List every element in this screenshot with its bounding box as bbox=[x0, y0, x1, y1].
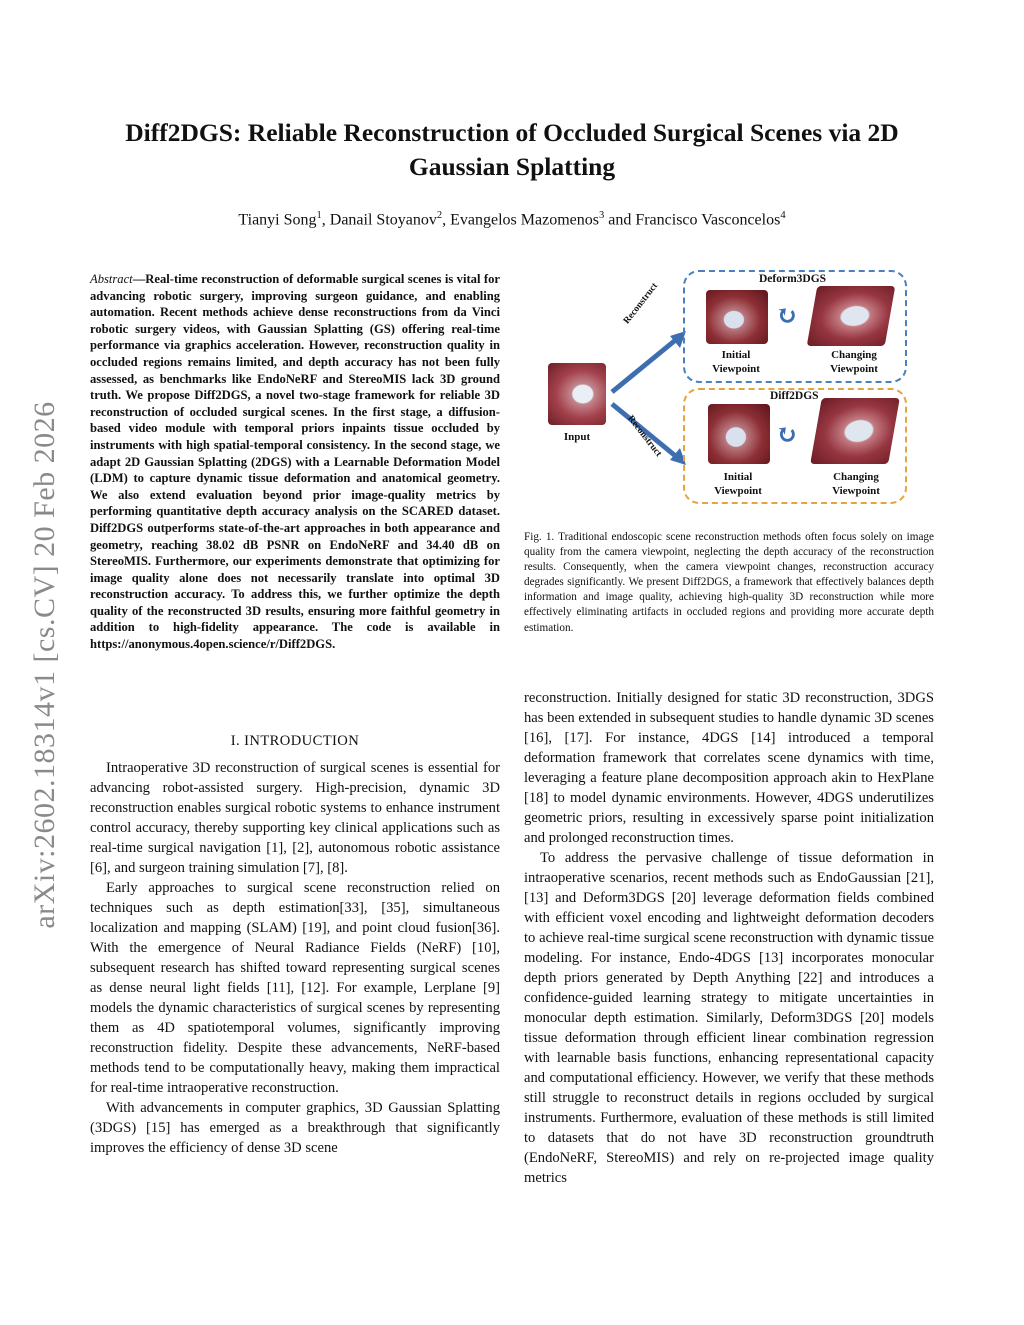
author-list: Tianyi Song$^1$, Danail Stoyanov$^2$, Evangelos Mazomenos$^3$ and Francisco Vasconcelos$^4$ bbox=[238, 210, 786, 229]
paragraph: reconstruction. Initially designed for static 3D reconstruction, 3DGS has been extended in subsequent studies to handle dynamic 3D scenes [16], [17]. For instance, 4DGS [14] introduced a temporal deformation framework that correlates scene dynamics with time, leveraging a feature plane decomposition approach akin to HexPlane [18] to model dynamic environments. However, 4DGS underutilizes geometric priors, resulting in excessively sparse point initialization and prolonged reconstruction times. bbox=[524, 690, 934, 846]
author-name: Tianyi Song bbox=[238, 211, 317, 229]
deform3dgs-initial-image bbox=[706, 290, 768, 344]
initial-viewpoint-label: Initial Viewpoint bbox=[712, 349, 760, 375]
input-label: Input bbox=[563, 431, 591, 443]
deform3dgs-changing-image bbox=[807, 286, 896, 346]
deform3dgs-label: Deform3DGS bbox=[756, 273, 829, 285]
left-column-body bbox=[90, 758, 500, 1158]
paragraph: With advancements in computer graphics, 3D Gaussian Splatting (3DGS) [15] has emerged as a breakthrough that significantly improves the efficiency of dense 3D scene bbox=[90, 1100, 500, 1156]
diff2dgs-initial-image bbox=[708, 404, 770, 464]
abstract-dash: — bbox=[132, 272, 146, 286]
diff2dgs-changing-image bbox=[810, 398, 900, 464]
author-name: Francisco Vasconcelos bbox=[635, 211, 781, 229]
abstract bbox=[90, 271, 500, 653]
abstract-text: Real-time reconstruction of deformable surgical scenes is vital for advancing robotic surgery, improving surgeon guidance, and enabling automation. Recent methods achieve dense reconstructions from da Vinci robotic surgery videos, with Gaussian Splatting (GS) offering real-time performance via graphics acceleration. However, reconstruction quality in occluded regions remains limited, and depth accuracy has not been fully assessed, as benchmarks like EndoNeRF and StereoMIS lack 3D ground truth. We propose Diff2DGS, a novel two-stage framework for reliable 3D reconstruction of occluded surgical scenes. In the first stage, a diffusion-based video module with temporal priors inpaints tissue occluded by instruments with high spatial-temporal consistency. In the second stage, we adapt 2D Gaussian Splatting (2DGS) with a Learnable Deformation Model (LDM) to capture dynamic tissue deformation and anatomical geometry. We also extend evaluation beyond prior image-quality metrics by performing quantitative depth accuracy analysis on the SCARED dataset. Diff2DGS outperforms state-of-the-art approaches in both appearance and geometry, reaching 38.02 dB PSNR on EndoNeRF and 34.40 dB on StereoMIS. Furthermore, our experiments demonstrate that optimizing for image quality alone does not necessarily translate into optimal 3D reconstruction accuracy. To address this, we further optimize the depth quality of the reconstructed 3D results, ensuring more faithful geometry in addition to high-fidelity appearance. The code is available in https://anonymous.4open.science/r/Diff2DGS. bbox=[90, 272, 500, 652]
author-name: Danail Stoyanov bbox=[329, 211, 437, 229]
author-affiliation: 4 bbox=[780, 210, 786, 221]
paragraph: To address the pervasive challenge of tissue deformation in intraoperative scenarios, recent methods such as EndoGaussian [21], [13] and Deform3DGS [20] leverage deformation fields combined with efficient voxel encoding and lightweight deformation decoders to achieve real-time surgical scene reconstruction with dynamic tissue modeling. For instance, Endo-4DGS [13] incorporates monocular depth priors generated by Depth Anything [22] and introduces a confidence-guided learning strategy to mitigate uncertainties in monocular depth estimation. Similarly, Deform3DGS [20] models tissue deformation through efficient linear combination regression with learnable basis functions, enhancing representational capacity and computational efficiency. However, we verify that these methods still struggle to reconstruct details in regions occluded by surgical instruments. Furthermore, evaluation of these methods is still limited to datasets that do not have 3D reconstruction groundtruth (EndoNeRF, StereoMIS) and rely on re-projected image quality metrics bbox=[524, 850, 934, 1186]
paragraph: Early approaches to surgical scene reconstruction relied on techniques such as depth estimation[33], [35], simultaneous localization and mapping (SLAM) [19], and point cloud fusion[36]. With the emergence of Neural Radiance Fields (NeRF) [10], subsequent research has shifted toward representing surgical scenes as dense neural light fields [11], [12]. For example, Lerplane [9] models the dynamic characteristics of surgical scenes by representing them as 4D spatiotemporal volumes, significantly improving reconstruction fidelity. Despite these advancements, NeRF-based methods tend to be computationally heavy, making them impractical for real-time intraoperative reconstruction. bbox=[90, 880, 500, 1096]
reconstruct-label-top: Reconstruct bbox=[622, 281, 661, 327]
figure-1 bbox=[540, 268, 920, 508]
rotate-icon: ↻ bbox=[776, 301, 798, 330]
author-affiliation: 2 bbox=[436, 210, 443, 221]
reconstruct-label-bottom: Reconstruct bbox=[625, 414, 664, 459]
paper-title: Diff2DGS: Reliable Reconstruction of Occluded Surgical Scenes via 2D Gaussian Splatting bbox=[125, 118, 899, 181]
author-affiliation: 3 bbox=[598, 210, 605, 221]
changing-viewpoint-label: Changing Viewpoint bbox=[832, 471, 880, 497]
paragraph: Intraoperative 3D reconstruction of surgical scenes is essential for advancing robot-assisted surgery. High-precision, dynamic 3D reconstruction enables surgical robotic systems to enhance instrument control accuracy, thereby supporting key clinical applications such as real-time surgical navigation [1], [2], autonomous robotic assistance [6], and surgeon training simulation [7], [8]. bbox=[90, 760, 500, 876]
input-image bbox=[548, 363, 606, 425]
author-affiliation: 1 bbox=[316, 210, 322, 221]
figure-caption: Fig. 1. Traditional endoscopic scene reconstruction methods often focus solely on image quality from the camera viewpoint, neglecting the depth accuracy of the reconstruction results. Consequently, when the camera viewpoint changes, reconstruction accuracy degrades significantly. We present Diff2DGS, a framework that effectively balances depth information and image quality, achieving high-quality 3D reconstruction while more effectively eliminating artifacts in occluded regions and providing more accurate depth estimation. bbox=[524, 531, 934, 634]
rotate-icon: ↻ bbox=[776, 420, 798, 449]
initial-viewpoint-label: Initial Viewpoint bbox=[714, 471, 762, 497]
changing-viewpoint-label: Changing Viewpoint bbox=[830, 349, 878, 375]
right-column-body bbox=[524, 688, 934, 1188]
author-name: Evangelos Mazomenos bbox=[450, 211, 599, 229]
diff2dgs-label: Diff2DGS bbox=[767, 390, 822, 402]
arrow-up bbox=[612, 338, 678, 392]
arxiv-stamp bbox=[30, 370, 60, 960]
section-heading: I. INTRODUCTION bbox=[230, 733, 360, 749]
arxiv-id: arXiv:2602.18314v1 [cs.CV] 20 Feb 2026 bbox=[28, 401, 61, 929]
abstract-label: Abstract bbox=[90, 272, 133, 286]
